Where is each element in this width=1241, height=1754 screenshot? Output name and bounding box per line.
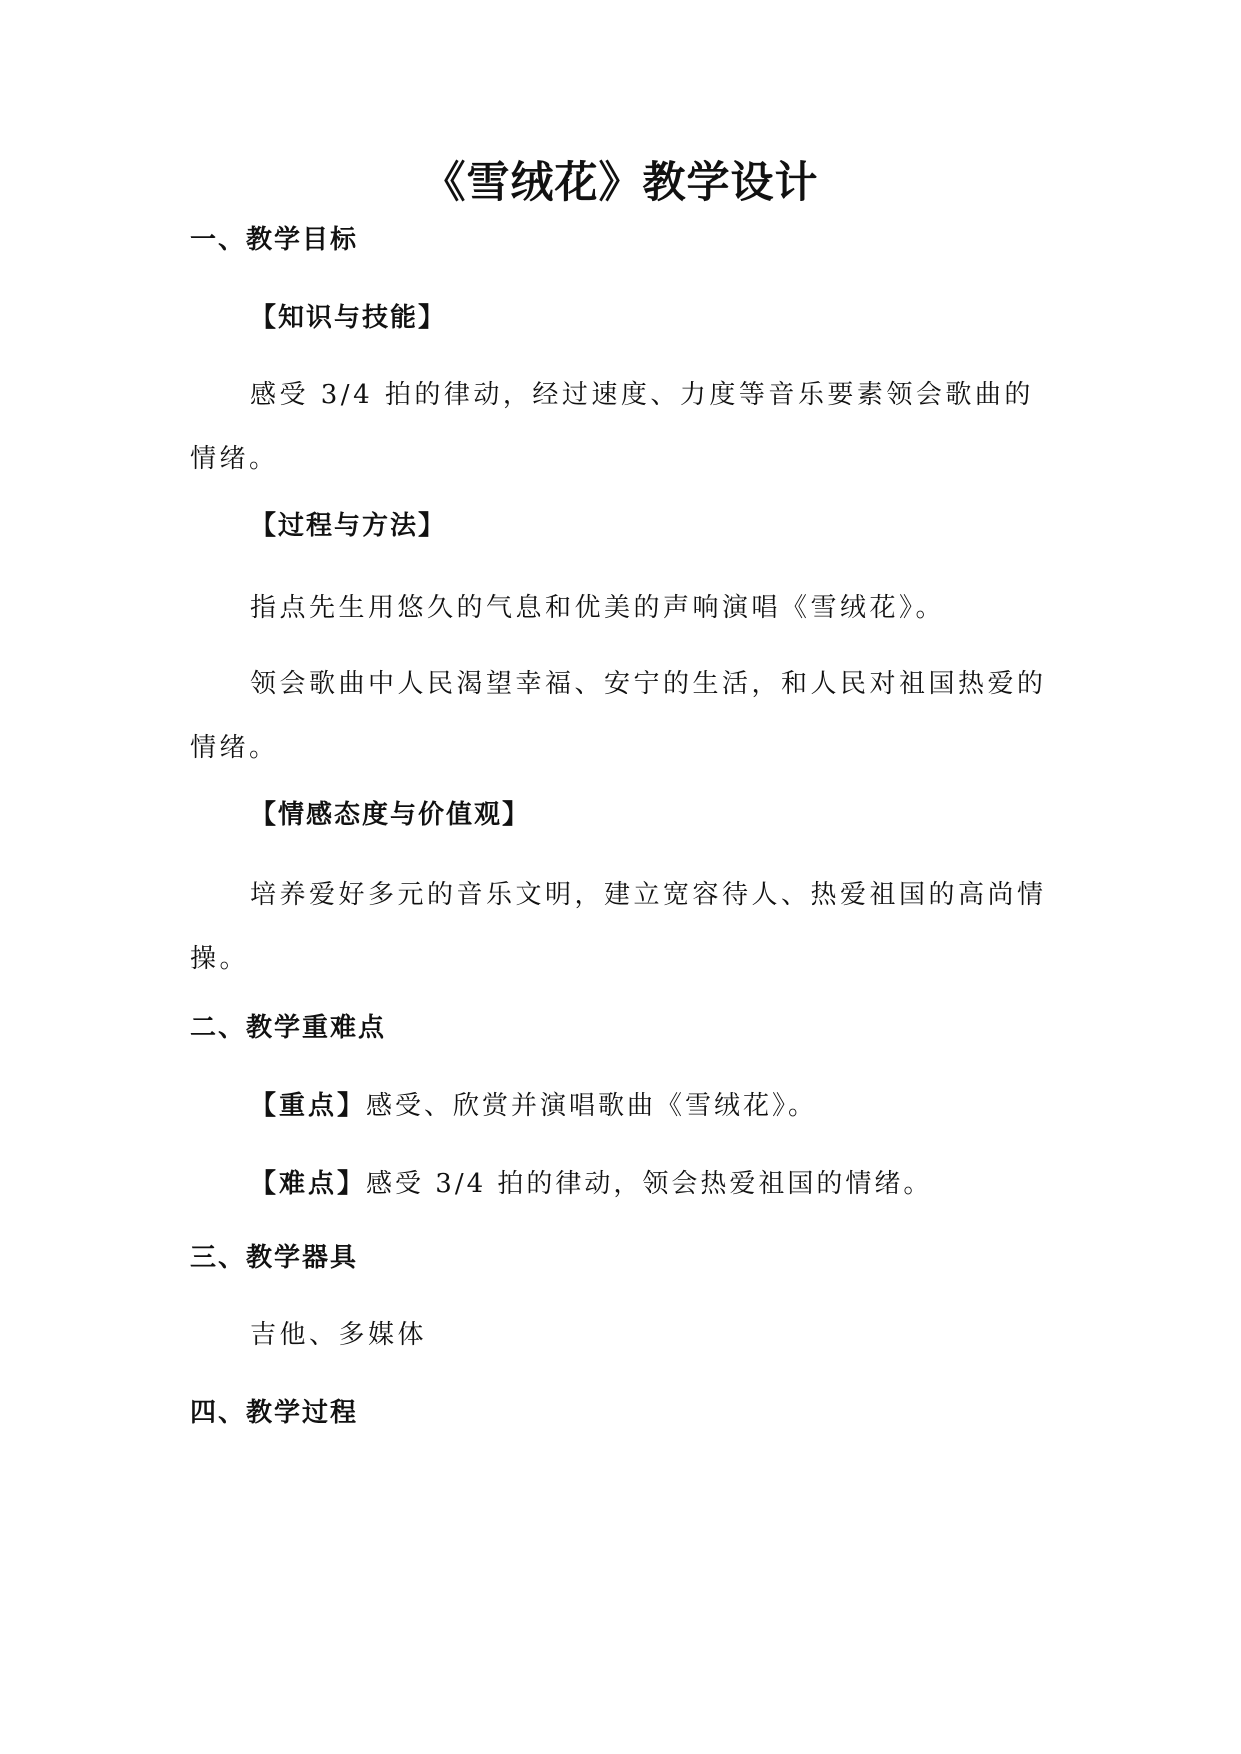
subheading-emotion-values: 【情感态度与价值观】 (250, 800, 531, 830)
difficult-point-line (250, 1166, 932, 1202)
paragraph-emotion-values: 培养爱好多元的音乐文明，建立宽容待人、热爱祖国的高尚情操。 (190, 880, 1047, 974)
key-point-label: 【重点】 (250, 1091, 367, 1121)
section-heading-key-difficult: 二、教学重难点 (190, 1013, 387, 1043)
subheading-knowledge-skills: 【知识与技能】 (250, 303, 447, 333)
paragraph-process-method-1: 指点先生用悠久的气息和优美的声响演唱《雪绒花》。 (250, 593, 946, 623)
document-title: 《雪绒花》教学设计 (422, 158, 819, 208)
paragraph-process-method-2: 领会歌曲中人民渴望幸福、安宁的生活，和人民对祖国热爱的情绪。 (190, 669, 1047, 763)
section-heading-teaching-process: 四、教学过程 (190, 1398, 359, 1428)
key-point-line (250, 1088, 817, 1124)
section-heading-teaching-goals: 一、教学目标 (190, 225, 359, 255)
subheading-process-method: 【过程与方法】 (250, 511, 447, 541)
difficult-point-text: 感受 3/4 拍的律动，领会热爱祖国的情绪。 (366, 1169, 933, 1199)
section-heading-teaching-tools: 三、教学器具 (190, 1243, 359, 1273)
paragraph-knowledge-skills: 感受 3/4 拍的律动，经过速度、力度等音乐要素领会歌曲的情绪。 (190, 380, 1034, 474)
key-point-text: 感受、欣赏并演唱歌曲《雪绒花》。 (366, 1091, 818, 1121)
difficult-point-label: 【难点】 (250, 1169, 367, 1199)
paragraph-teaching-tools: 吉他、多媒体 (250, 1320, 428, 1350)
